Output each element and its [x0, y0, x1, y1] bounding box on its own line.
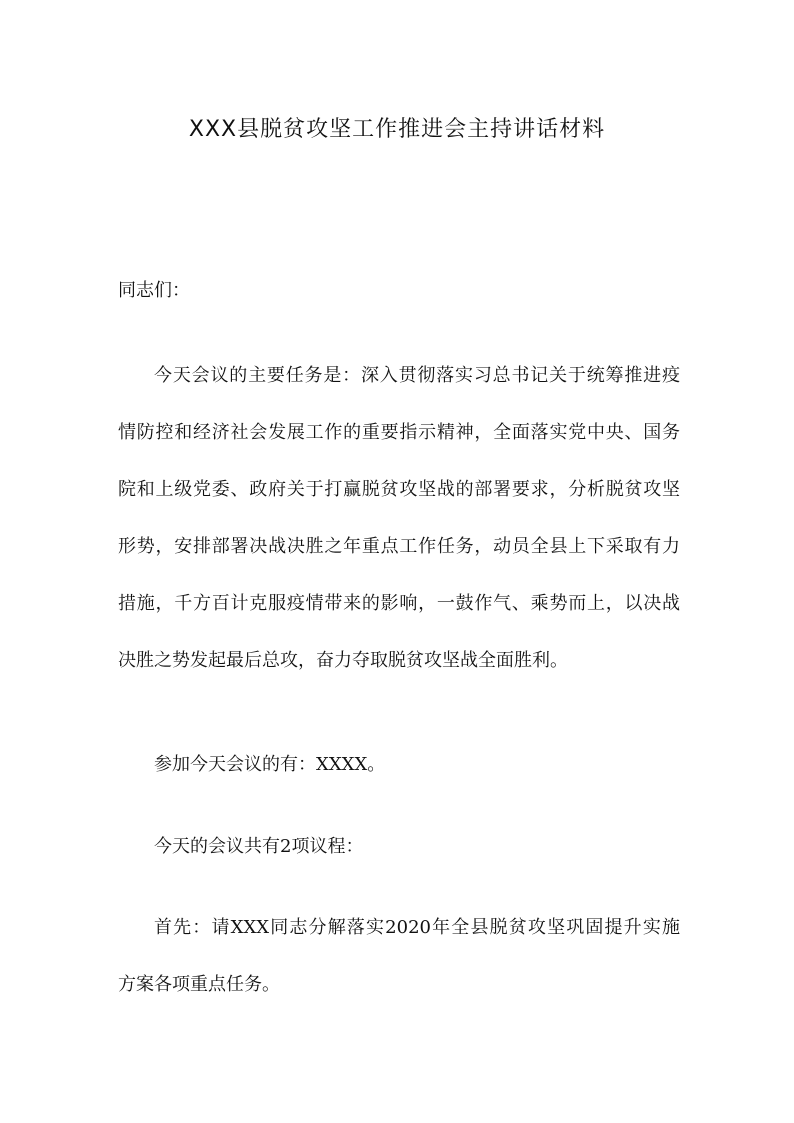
paragraph-line: 今天会议的主要任务是：深入贯彻落实习总书记关于统筹推进疫: [154, 365, 680, 386]
paragraph-line: 今天的会议共有2项议程：: [154, 836, 364, 857]
paragraph-line: 首先：请XXX同志分解落实2020年全县脱贫攻坚巩固提升实施: [154, 917, 680, 938]
paragraph-line: 方案各项重点任务。: [118, 974, 280, 995]
paragraph-line: 措施，千方百计克服疫情带来的影响，一鼓作气、乘势而上，以决战: [118, 593, 680, 614]
document-title: XXX县脱贫攻坚工作推进会主持讲话材料: [188, 117, 606, 142]
paragraph-line: 情防控和经济社会发展工作的重要指示精神，全面落实党中央、国务: [118, 422, 680, 443]
greeting: 同志们：: [118, 280, 190, 301]
paragraph-line: 决胜之势发起最后总攻，奋力夺取脱贫攻坚战全面胜利。: [118, 650, 568, 671]
paragraph-agenda-first: [118, 899, 680, 1013]
paragraph-attendees: [118, 736, 680, 793]
paragraph-line: 形势，安排部署决战决胜之年重点工作任务，动员全县上下采取有力: [118, 536, 680, 557]
paragraph-line: 参加今天会议的有：XXXX。: [154, 754, 386, 775]
paragraph-line: 院和上级党委、政府关于打赢脱贫攻坚战的部署要求，分析脱贫攻坚: [118, 479, 680, 500]
paragraph-agenda-count: [118, 818, 680, 875]
paragraph-main-tasks: [118, 347, 680, 689]
